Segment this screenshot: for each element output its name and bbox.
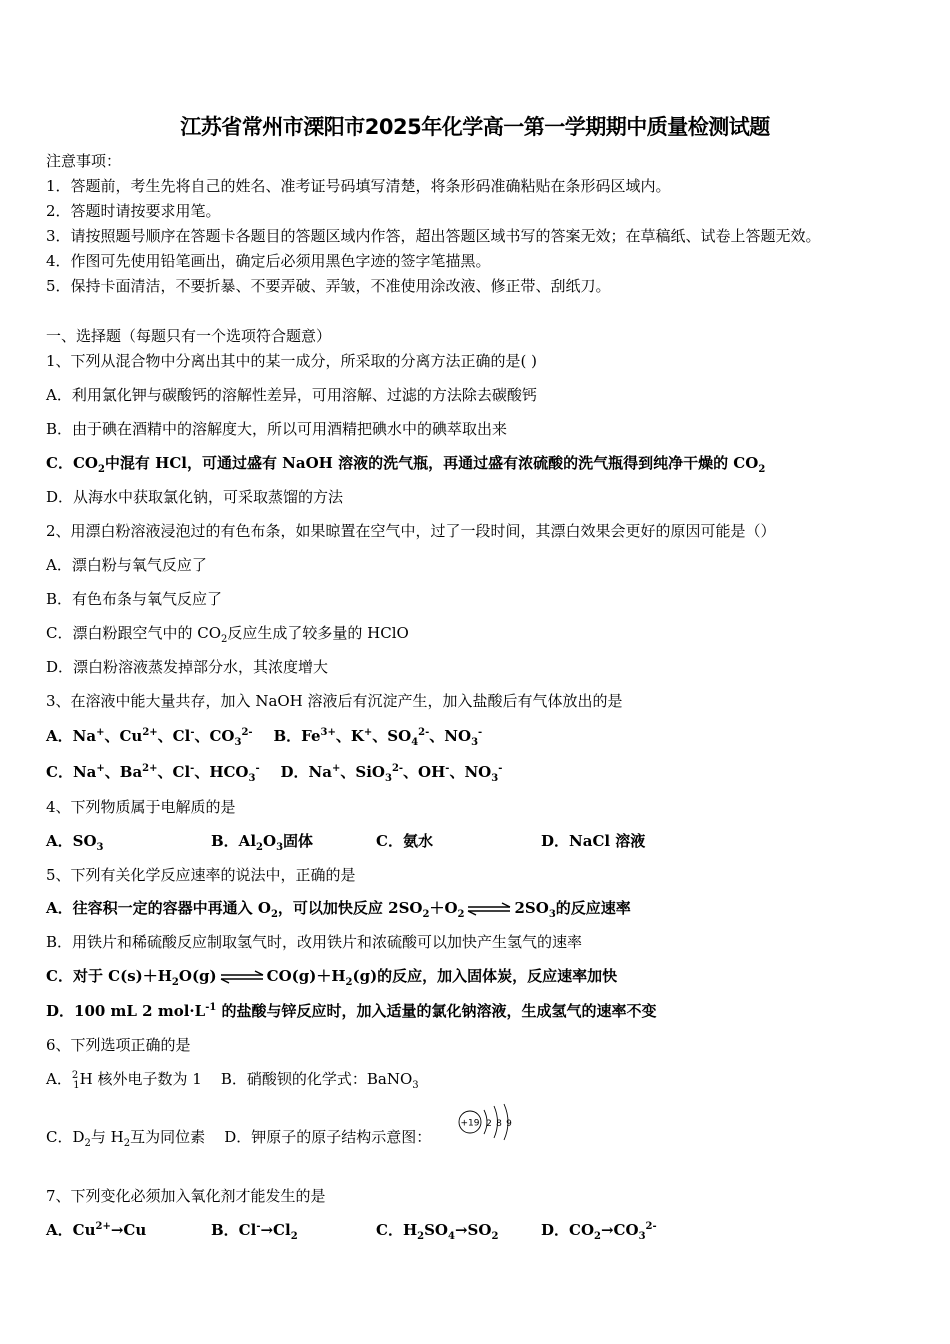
q7-option-d: D．$CO_2\to CO_3^{2-}$ bbox=[541, 1221, 657, 1242]
question-2-stem: 2、用漂白粉溶液浸泡过的有色布条，如果晾置在空气中，过了一段时间，其漂白效果会更好的原因可能是（） bbox=[46, 522, 776, 540]
question-3-stem: 3、在溶液中能大量共存，加入 NaOH 溶液后有沉淀产生，加入盐酸后有气体放出的是 bbox=[46, 692, 623, 710]
q5-option-c: C．对于 $C(s)+H_2O(g)$ $CO(g)+H_2(g)$的反应，加入固体炭，反应速率加快 bbox=[46, 967, 618, 988]
q3-options-ab bbox=[46, 726, 482, 746]
atom-shell-2: 8 bbox=[496, 1119, 502, 1129]
q4-option-a: A．$SO_3$ bbox=[46, 832, 104, 853]
notice-heading: 注意事项： bbox=[46, 152, 122, 170]
q7-option-c: C．$H_2SO_4\to SO_2$ bbox=[376, 1221, 499, 1242]
q1-option-d: D．从海水中获取氯化钠，可采取蒸馏的方法 bbox=[46, 488, 344, 506]
q4-option-b: B．$Al_2O_3$固体 bbox=[211, 832, 314, 853]
q1-option-b: B．由于碘在酒精中的溶解度大，所以可用酒精把碘水中的碘萃取出来 bbox=[46, 420, 508, 438]
question-6-stem: 6、下列选项正确的是 bbox=[46, 1036, 191, 1054]
q3-option-d: D．Na+、SiO$_3^{2-}$、OH-、$NO_3^-$ bbox=[280, 763, 503, 784]
q5-option-a: A．往容积一定的容器中再通入 $O_2$，可以加快反应 $2SO_2+O_2$ $2SO_3$的反应速率 bbox=[46, 899, 631, 920]
notice-item: 2．答题时请按要求用笔。 bbox=[46, 202, 221, 220]
section-heading: 一、选择题（每题只有一个选项符合题意） bbox=[46, 327, 332, 345]
notice-item: 5．保持卡面清洁，不要折暴、不要弄破、弄皱，不准使用涂改液、修正带、刮纸刀。 bbox=[46, 277, 611, 295]
q3-option-a: A．Na+、$Cu^{2+}$、Cl-、$CO_3^{2-}$ bbox=[46, 727, 253, 748]
q6-option-b: B．硝酸钡的化学式：BaNO$_3$ bbox=[220, 1070, 419, 1091]
q7-option-b: B．$Cl^-\to Cl_2$ bbox=[211, 1221, 298, 1242]
q4-option-d: D．NaCl 溶液 bbox=[541, 832, 646, 850]
q3-option-b: B．$Fe^{3+}$、K+、$SO_4^{2-}$、$NO_3^-$ bbox=[273, 727, 483, 748]
q6-option-c: C．$D_2$与 $H_2$互为同位素 bbox=[46, 1128, 206, 1149]
q2-option-d: D．漂白粉溶液蒸发掉部分水，其浓度增大 bbox=[46, 658, 329, 676]
question-1-stem: 1、下列从混合物中分离出其中的某一成分，所采取的分离方法正确的是( ) bbox=[46, 352, 538, 370]
q1-option-a: A．利用氯化钾与碳酸钙的溶解性差异，可用溶解、过滤的方法除去碳酸钙 bbox=[46, 386, 537, 404]
atom-nucleus-label: +19 bbox=[460, 1118, 480, 1129]
equilibrium-arrow-icon bbox=[219, 969, 265, 985]
page-title: 江苏省常州市溧阳市2025年化学高一第一学期期中质量检测试题 bbox=[180, 115, 770, 139]
q5-option-d: D．100 mL 2 $mol\cdot L^{-1}$ 的盐酸与锌反应时，加入适量的氯化钠溶液，生成氢气的速率不变 bbox=[46, 1002, 657, 1020]
q6-option-d: D．钾原子的原子结构示意图： bbox=[224, 1128, 432, 1146]
atom-shell-1: 2 bbox=[486, 1119, 492, 1129]
q6-options-ab bbox=[46, 1069, 419, 1089]
question-7-stem: 7、下列变化必须加入氧化剂才能发生的是 bbox=[46, 1187, 326, 1205]
q3-option-c: C．Na+、$Ba^{2+}$、Cl-、$HCO_3^-$ bbox=[46, 763, 260, 784]
q5-option-b: B．用铁片和稀硫酸反应制取氢气时，改用铁片和浓硫酸可以加快产生氢气的速率 bbox=[46, 933, 583, 951]
notice-item: 1．答题前，考生先将自己的姓名、准考证号码填写清楚，将条形码准确粘贴在条形码区域内。 bbox=[46, 177, 671, 195]
q2-option-b: B．有色布条与氧气反应了 bbox=[46, 590, 223, 608]
q6-option-a: A．$^2_1$H 核外电子数为 1 bbox=[46, 1070, 202, 1091]
atom-shell-3: 9 bbox=[506, 1119, 512, 1129]
q4-option-c: C．氨水 bbox=[376, 832, 433, 850]
q1-option-c: C．$CO_2$中混有 HCl，可通过盛有 NaOH 溶液的洗气瓶，再通过盛有浓硫酸的洗气瓶得到纯净干燥的 $CO_2$ bbox=[46, 454, 766, 475]
potassium-atom-diagram bbox=[456, 1102, 520, 1142]
notice-item: 4．作图可先使用铅笔画出，确定后必须用黑色字迹的签字笔描黑。 bbox=[46, 252, 491, 270]
q7-option-a: A．$Cu^{2+}\to Cu$ bbox=[46, 1221, 147, 1239]
question-5-stem: 5、下列有关化学反应速率的说法中，正确的是 bbox=[46, 866, 356, 884]
equilibrium-arrow-icon bbox=[466, 901, 512, 917]
notice-item: 3．请按照题号顺序在答题卡各题目的答题区域内作答，超出答题区域书写的答案无效；在草稿纸、试卷上答题无效。 bbox=[46, 227, 821, 245]
q6-options-cd bbox=[46, 1127, 431, 1147]
question-4-stem: 4、下列物质属于电解质的是 bbox=[46, 798, 236, 816]
q3-options-cd bbox=[46, 762, 502, 782]
q2-option-c: C．漂白粉跟空气中的 $CO_2$反应生成了较多量的 HClO bbox=[46, 624, 409, 645]
q2-option-a: A．漂白粉与氧气反应了 bbox=[46, 556, 207, 574]
